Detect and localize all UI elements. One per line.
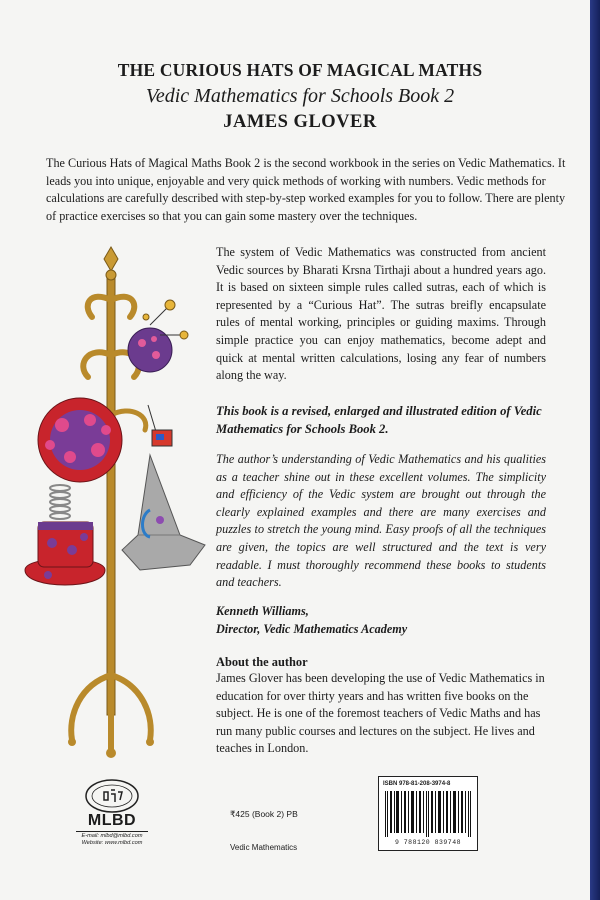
reviewer-role: Director, Vedic Mathematics Academy [216, 621, 408, 636]
wizard-hat [122, 455, 205, 570]
stand-finial [104, 247, 118, 271]
book-subtitle: Vedic Mathematics for Schools Book 2 [145, 85, 455, 107]
barcode-digits: 9 788120 839748 [394, 839, 461, 846]
revised-edition-note: This book is a revised, enlarged and illustrated edition of Vedic Mathematics for Schools Book 2. [216, 404, 542, 436]
system-paragraph: The system of Vedic Mathematics was constructed from ancient Vedic sources by Bharati Krsna Tirthaji about a hundred years ago. It is based on sixteen simple rules called sutras, each of which is represented by a “Curious Hat”. The sutras breifly encapsulate rules of mental working, principles or guiding maxims. Through simple practice you can enjoy mathematics, become adept and quick at mental written calculations, losing any fear of numbers along the way. [216, 245, 546, 383]
hat-stand-illustration [10, 245, 210, 765]
stand-base [71, 675, 150, 750]
header-block [0, 60, 590, 133]
reviewer-name: Kenneth Williams, [216, 604, 309, 618]
publisher-website: Website: www.mlbd.com [81, 840, 143, 846]
publisher-logo [72, 778, 152, 847]
red-top-hat [25, 522, 105, 585]
review-quote: The author’s understanding of Vedic Mathematics and his qualities as a teacher shine out in these excellent volumes. The simplicity and efficiency of the Vedic system are brought out through the clearly explained examples and there are many exercises and puzzles to stretch the young mind. Easy proofs of all the techniques are given, the topics are well structured and the text is very readable. I must thoroughly recommend these books to students and teachers. [216, 452, 546, 590]
isbn-label: ISBN 978-81-208-3974-8 [383, 781, 451, 787]
category-label: Vedic Mathematics [230, 843, 298, 852]
spring [50, 485, 70, 519]
reviewer-credit [216, 603, 546, 638]
publisher-name: MLBD [87, 812, 137, 829]
publisher-emblem-icon [84, 778, 140, 814]
intro-paragraph: The Curious Hats of Magical Maths Book 2 is the second workbook in the series on Vedic Mathematics. It leads you into unique, enjoyable and very quick methods of working with numbers. Vedic methods for calculations are carefully described with step-by-step worked examples for you to follow. There are plenty of practice exercises so that you can gain some mastery over the techniques. [46, 156, 566, 223]
about-heading: About the author [216, 655, 308, 669]
publisher-email: E-mail: mlbd@mlbd.com [81, 833, 143, 839]
price-label: ₹425 (Book 2) PB [230, 809, 298, 819]
book-title: THE CURIOUS HATS OF MAGICAL MATHS [117, 60, 483, 80]
barcode [378, 776, 478, 851]
spine-edge [590, 0, 600, 900]
stand-pole [107, 275, 115, 715]
book-author: JAMES GLOVER [223, 112, 377, 132]
barcode-bars [383, 791, 473, 837]
red-purple-spotted-hat [38, 398, 122, 482]
about-text: James Glover has been developing the use of Vedic Mathematics in education for over thirty years and has written five books on the subject. He is one of the foremost teachers of Vedic Maths and has run many public courses and lectures on the subject. He lives and teaches in London. [216, 671, 545, 756]
small-flag [148, 405, 172, 446]
